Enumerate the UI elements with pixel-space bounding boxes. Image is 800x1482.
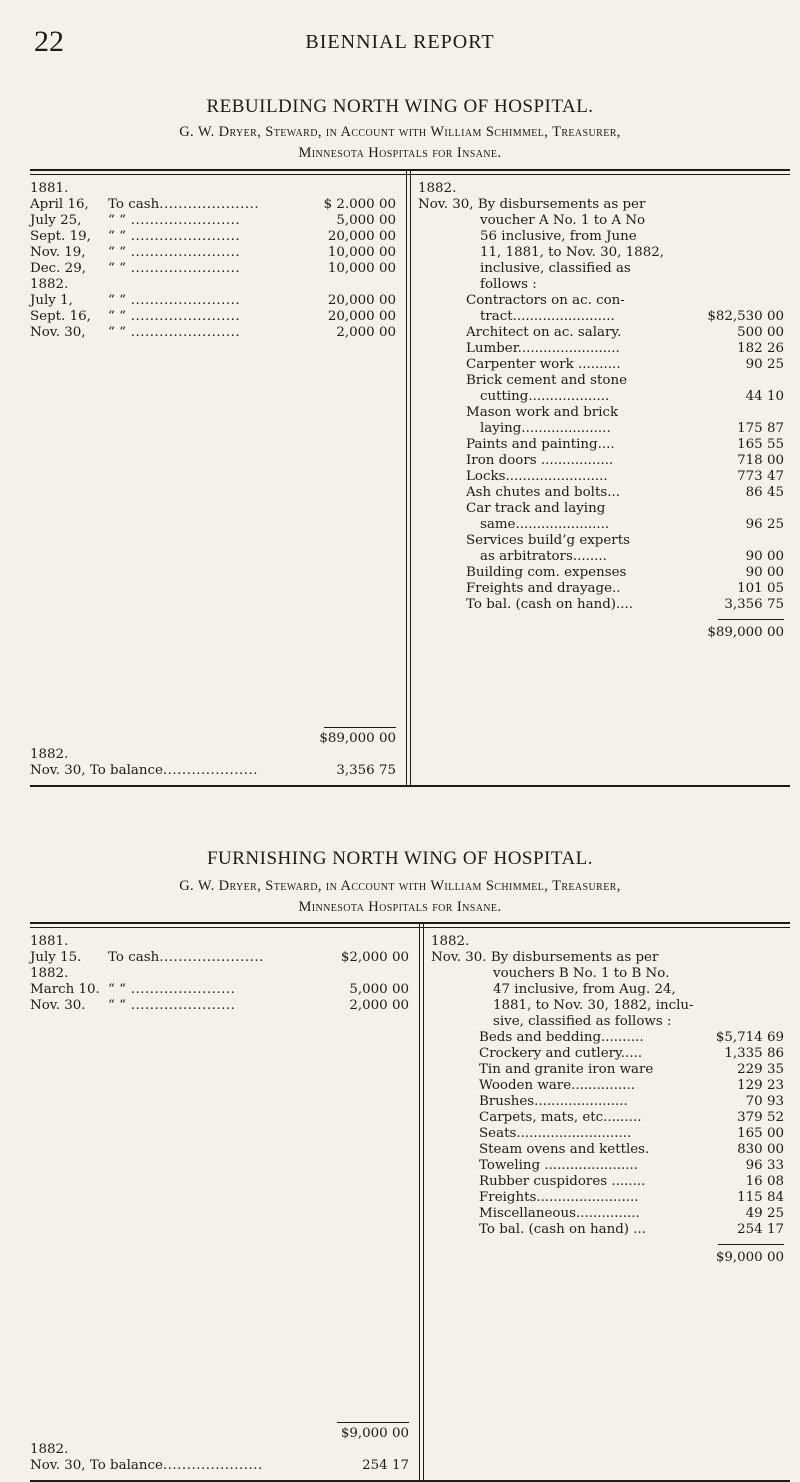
left-date: Sept. 16, [30,309,91,324]
left-desc-text: To cash [108,950,160,965]
right-item-line: Paints and painting.... [466,437,615,452]
left-desc-dots: ....................... [125,325,241,340]
right-item-line: tract........................ [480,309,615,324]
left-amount: $ 2.000 00 [323,197,396,212]
left-date: Nov. 30. [30,998,86,1013]
left-desc-dots: ....................... [125,245,241,260]
right-item-line: Crockery and cutlery..... [479,1046,643,1061]
left-amount: 10,000 00 [327,245,396,260]
left-desc [108,197,314,213]
left-desc-text: “ “ [108,325,126,340]
right-year: 1882. [418,181,457,196]
right-item-amount: 182 26 [737,341,784,356]
running-head: BIENNIAL REPORT [305,31,495,53]
section-subtitle [0,876,800,918]
left-balance-amount: 254 17 [362,1458,409,1473]
left-amount: 20,000 00 [327,293,396,308]
ledger-divider-inner [423,924,424,1480]
left-balance-label: Nov. 30, To balance [30,1458,163,1473]
right-sum-rule [718,619,784,620]
right-item-amount: 44 10 [745,389,784,404]
right-item-line: Wooden ware............... [479,1078,635,1093]
left-desc-dots: ...................... [125,982,236,997]
left-desc-text: “ “ [108,213,126,228]
right-item-amount: $5,714 69 [715,1030,784,1045]
right-item-line: Freights........................ [479,1190,639,1205]
ledger-box [30,169,790,787]
ledger-top-rule [30,927,790,928]
right-item-line: Rubber cuspidores ........ [479,1174,646,1189]
left-date: 1882. [30,277,69,292]
left-balance-amount: 3,356 75 [336,763,396,778]
right-item-amount: 115 84 [737,1190,784,1205]
left-desc [108,261,314,277]
left-date: April 16, [30,197,89,212]
right-intro-line: follows : [480,277,537,292]
right-item-amount: 96 25 [745,517,784,532]
right-item-amount: 90 00 [745,549,784,564]
right-item-line: Car track and laying [466,501,606,516]
right-item-line: Toweling ...................... [479,1158,639,1173]
left-desc-dots: ....................... [125,293,241,308]
left-desc-text: “ “ [108,293,126,308]
right-item-line: Seats........................... [479,1126,632,1141]
left-desc [108,950,327,966]
left-date: Dec. 29, [30,261,86,276]
left-desc-text: “ “ [108,229,126,244]
subtitle-line-1: G. W. Dryer, Steward, in Account with William Schimmel, Treasurer, [179,878,621,894]
right-item-amount: 86 45 [745,485,784,500]
right-item-line: Mason work and brick [466,405,619,420]
right-item-amount: 773 47 [737,469,784,484]
right-total: $89,000 00 [707,625,784,640]
left-date: July 25, [30,213,82,228]
right-item-line: Miscellaneous............... [479,1206,640,1221]
right-item-line: Building com. expenses [466,565,627,580]
left-desc-text: “ “ [108,998,126,1013]
left-amount: $2,000 00 [340,950,409,965]
right-item-line: Ash chutes and bolts... [466,485,620,500]
right-item-line: Freights and drayage.. [466,581,621,596]
left-balance-dots: .................... [162,763,259,778]
left-desc-dots: ....................... [125,309,241,324]
left-desc-dots: ...................... [125,998,236,1013]
right-intro-line: Nov. 30, By disbursements as per [418,197,646,212]
left-date: July 1, [30,293,73,308]
left-date: July 15. [30,950,82,965]
right-year: 1882. [431,934,470,949]
right-item-amount: 175 87 [737,421,784,436]
right-item-amount: 1,335 86 [724,1046,784,1061]
right-item-amount: 3,356 75 [724,597,784,612]
right-item-amount: 500 00 [737,325,784,340]
left-balance-year: 1882. [30,747,69,762]
right-item-amount: 165 00 [737,1126,784,1141]
right-intro-line: Nov. 30. By disbursements as per [431,950,659,965]
left-desc-dots: ....................... [125,261,241,276]
right-item-line: same...................... [480,517,610,532]
right-item-line: Brushes...................... [479,1094,628,1109]
right-item-amount: 90 25 [745,357,784,372]
left-total: $89,000 00 [319,731,396,746]
right-item-line: Iron doors ................. [466,453,614,468]
left-date: Sept. 19, [30,229,91,244]
right-intro-line: 1881, to Nov. 30, 1882, inclu- [493,998,694,1013]
right-item-line: Lumber........................ [466,341,620,356]
left-amount: 10,000 00 [327,261,396,276]
section-title: REBUILDING NORTH WING OF HOSPITAL. [206,96,594,117]
right-intro-line: sive, classified as follows : [493,1014,672,1029]
right-item-amount: 718 00 [737,453,784,468]
left-date: March 10. [30,982,100,997]
right-item-line: laying..................... [480,421,611,436]
right-intro-line: 47 inclusive, from Aug. 24, [493,982,676,997]
right-item-amount: 70 93 [745,1094,784,1109]
left-desc [108,325,314,341]
left-desc [108,245,314,261]
left-amount: 5,000 00 [349,982,409,997]
left-desc-text: “ “ [108,309,126,324]
right-item-line: Carpenter work .......... [466,357,621,372]
ledger-divider [406,171,407,785]
left-balance-year: 1882. [30,1442,69,1457]
right-item-line: Architect on ac. salary. [466,325,622,340]
left-desc [108,293,314,309]
left-desc [108,213,314,229]
right-item-line: Carpets, mats, etc......... [479,1110,642,1125]
left-total: $9,000 00 [340,1426,409,1441]
right-item-amount: 16 08 [745,1174,784,1189]
right-item-amount: 229 35 [737,1062,784,1077]
left-desc-dots: ..................... [159,197,260,212]
right-item-amount: 49 25 [745,1206,784,1221]
right-item-line: Tin and granite iron ware [479,1062,654,1077]
right-item-line: Steam ovens and kettles. [479,1142,650,1157]
right-sum-rule [718,1244,784,1245]
section-title: FURNISHING NORTH WING OF HOSPITAL. [206,848,594,869]
right-item-line: cutting................... [480,389,610,404]
left-sum-rule [337,1422,409,1423]
right-item-line: Services build’g experts [466,533,630,548]
right-item-line: To bal. (cash on hand) ... [479,1222,647,1237]
right-item-amount: 96 33 [745,1158,784,1173]
left-amount: 20,000 00 [327,229,396,244]
left-date: 1882. [30,966,69,981]
left-desc-text: “ “ [108,261,126,276]
left-date: Nov. 19, [30,245,86,260]
left-amount: 5,000 00 [336,213,396,228]
right-item-line: To bal. (cash on hand).... [466,597,634,612]
left-desc-text: “ “ [108,245,126,260]
left-desc-dots: ....................... [125,213,241,228]
ledger-divider [419,924,420,1480]
right-item-amount: 165 55 [737,437,784,452]
right-item-amount: 101 05 [737,581,784,596]
left-balance-dots: ..................... [162,1458,263,1473]
right-item-line: Brick cement and stone [466,373,628,388]
left-amount: 20,000 00 [327,309,396,324]
left-year: 1881. [30,934,69,949]
left-sum-rule [324,727,396,728]
left-date: Nov. 30, [30,325,86,340]
subtitle-line-2: Minnesota Hospitals for Insane. [298,145,502,161]
right-item-line: Locks........................ [466,469,608,484]
right-item-amount: 379 52 [737,1110,784,1125]
left-desc-text: To cash [108,197,160,212]
left-desc [108,998,327,1014]
left-balance [30,763,316,779]
right-intro-line: vouchers B No. 1 to B No. [493,966,670,981]
page-number: 22 [34,25,64,58]
left-desc-text: “ “ [108,982,126,997]
subtitle-line-1: G. W. Dryer, Steward, in Account with William Schimmel, Treasurer, [179,124,621,140]
right-item-line: as arbitrators........ [480,549,607,564]
left-desc [108,309,314,325]
right-item-amount: 90 00 [745,565,784,580]
ledger-divider-inner [410,171,411,785]
right-intro-line: inclusive, classified as [480,261,631,276]
left-amount: 2,000 00 [349,998,409,1013]
left-desc [108,982,327,998]
right-item-amount: 254 17 [737,1222,784,1237]
right-item-amount: 129 23 [737,1078,784,1093]
left-year: 1881. [30,181,69,196]
right-item-amount: 830 00 [737,1142,784,1157]
right-total: $9,000 00 [715,1250,784,1265]
left-balance [30,1458,329,1474]
right-intro-line: voucher A No. 1 to A No [480,213,646,228]
left-desc-dots: ....................... [125,229,241,244]
left-desc [108,229,314,245]
right-intro-line: 56 inclusive, from June [480,229,637,244]
right-item-amount: $82,530 00 [707,309,784,324]
subtitle-line-2: Minnesota Hospitals for Insane. [298,899,502,915]
left-amount: 2,000 00 [336,325,396,340]
left-balance-label: Nov. 30, To balance [30,763,163,778]
right-intro-line: 11, 1881, to Nov. 30, 1882, [480,245,664,260]
section-subtitle [0,122,800,164]
right-item-line: Contractors on ac. con- [466,293,625,308]
right-item-line: Beds and bedding.......... [479,1030,644,1045]
ledger-box [30,922,790,1482]
left-desc-dots: ...................... [159,950,264,965]
